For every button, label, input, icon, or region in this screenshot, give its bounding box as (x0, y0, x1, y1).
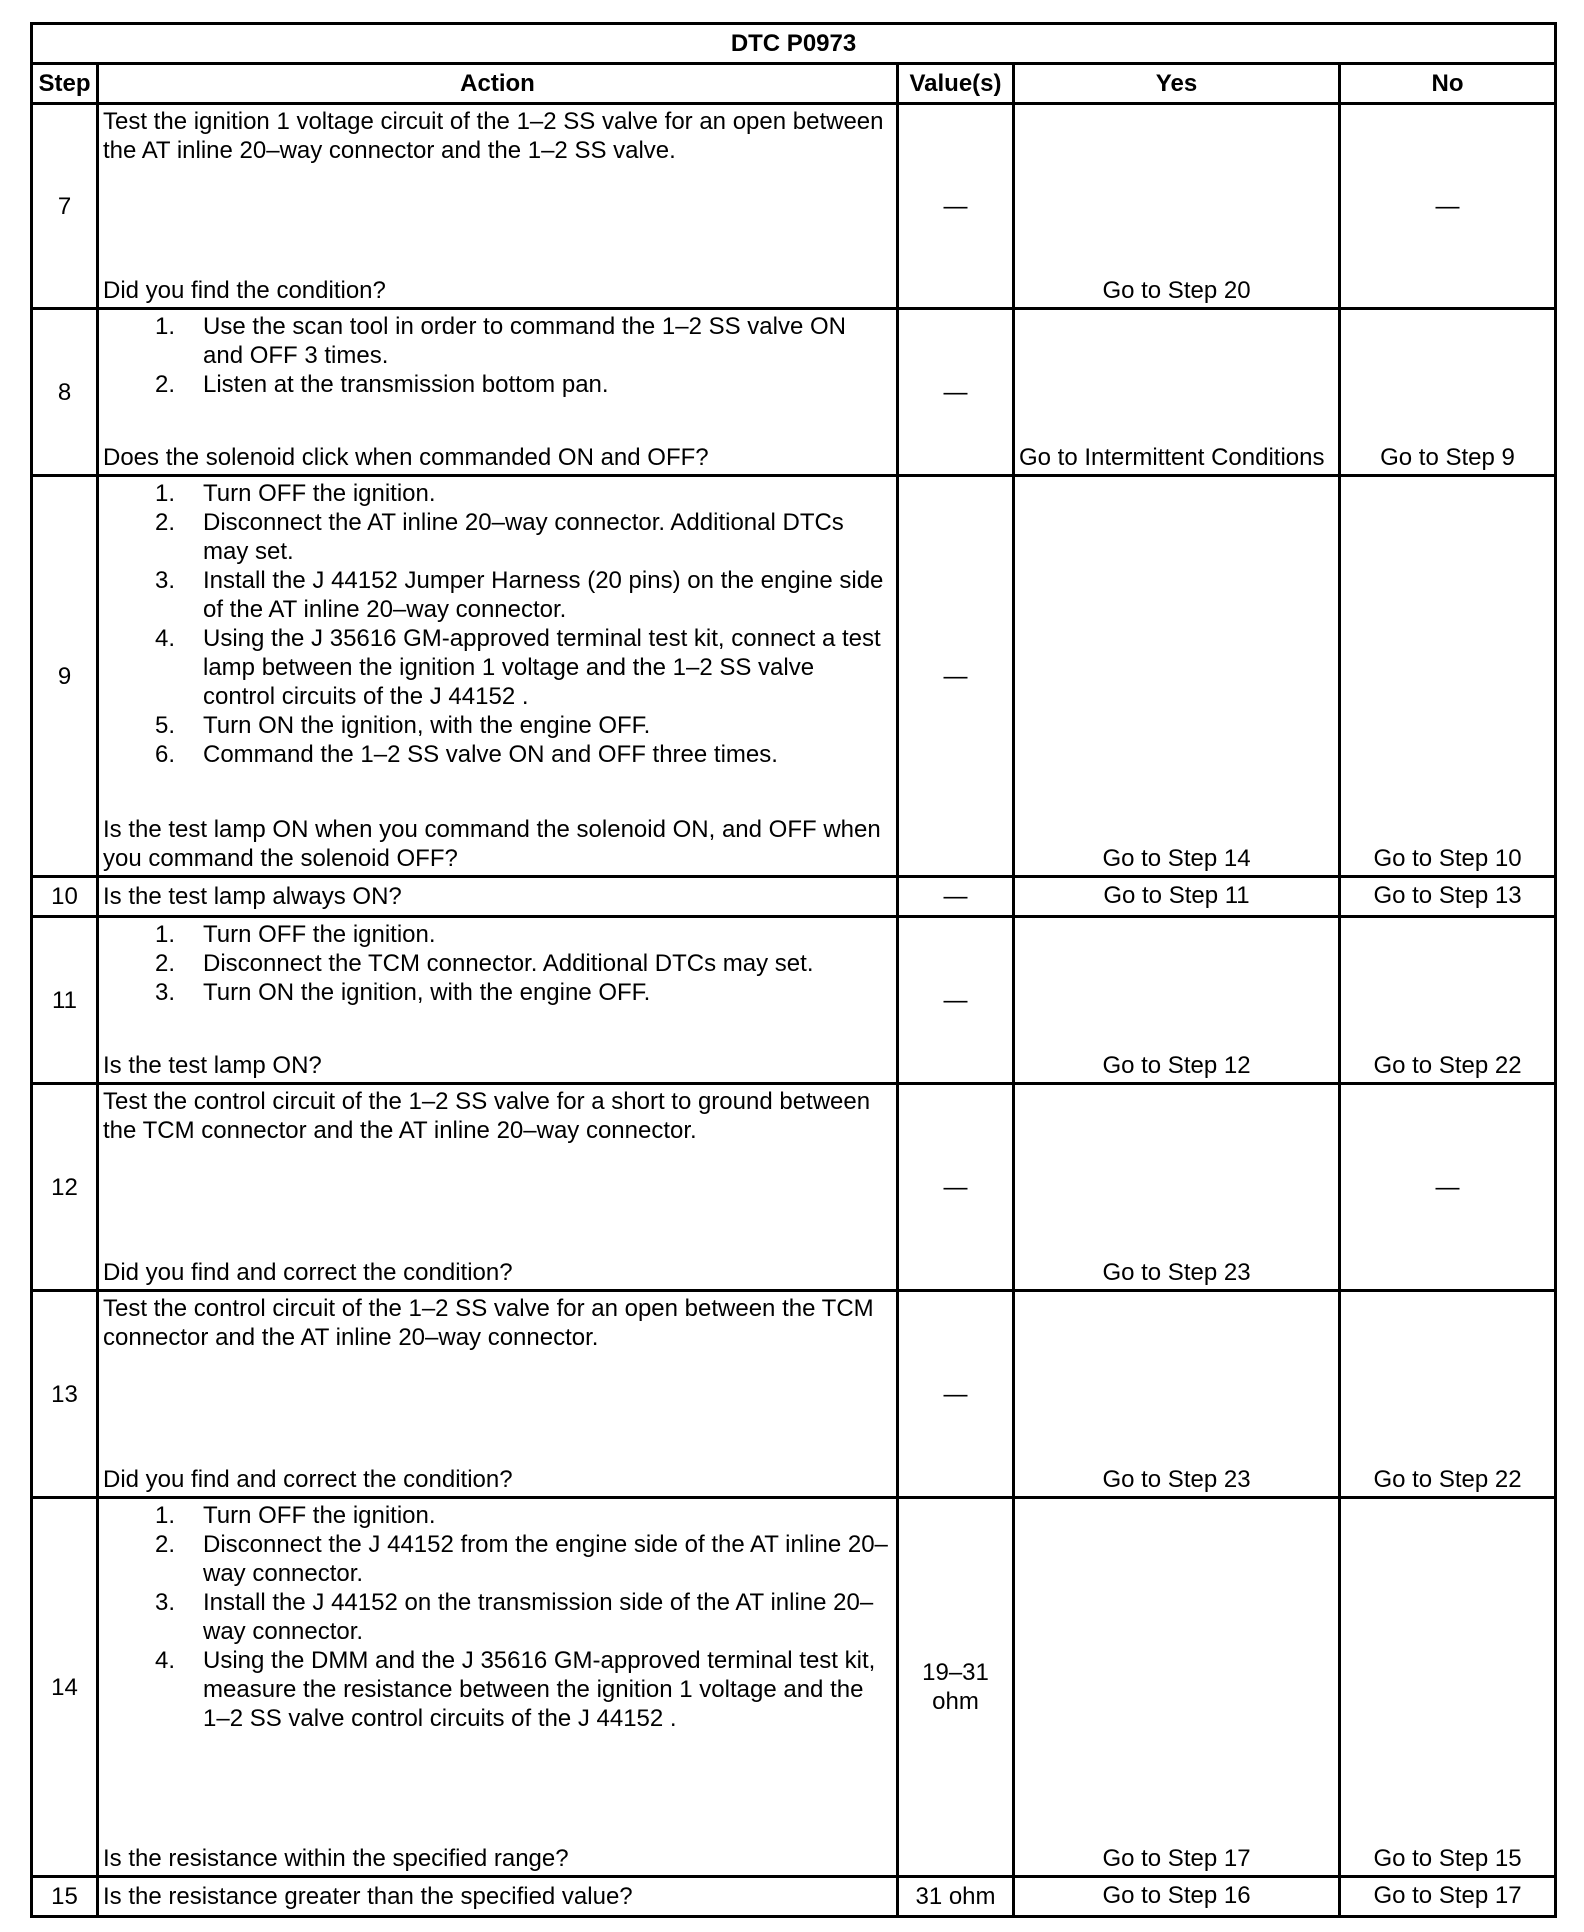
list-item: 1. Use the scan tool in order to command the 1–2 SS valve ON and OFF 3 times. (155, 313, 846, 369)
action-cell (98, 1084, 898, 1291)
list-item: 6. Command the 1–2 SS valve ON and OFF three times. (155, 741, 778, 768)
table-row (32, 1084, 1556, 1291)
value-cell: — (898, 476, 1014, 877)
action-question: Does the solenoid click when commanded ON and OFF? (103, 444, 709, 471)
action-list (103, 920, 890, 1007)
value-cell: — (898, 1084, 1014, 1291)
table-row (32, 917, 1556, 1084)
yes-cell[interactable]: Go to Intermittent Conditions (1014, 309, 1340, 476)
step-number: 12 (32, 1084, 98, 1291)
list-item: 3. Turn ON the ignition, with the engine OFF. (155, 979, 651, 1006)
value-cell: — (898, 104, 1014, 309)
no-cell[interactable]: Go to Step 9 (1340, 309, 1556, 476)
action-question: Is the test lamp always ON? (98, 877, 898, 917)
table-row (32, 1877, 1556, 1917)
diagnostic-table (30, 22, 1557, 1918)
action-text: Test the control circuit of the 1–2 SS valve for a short to ground between the TCM connector and the AT inline 20–way connector. (103, 1088, 871, 1144)
yes-cell[interactable]: Go to Step 17 (1014, 1498, 1340, 1877)
table-row (32, 877, 1556, 917)
list-item: 4. Using the DMM and the J 35616 GM-approved terminal test kit, measure the resistance between the ignition 1 voltage and the 1–2 SS valve control circuits of the J 44152 . (155, 1647, 876, 1732)
action-cell (98, 1498, 898, 1877)
list-item: 5. Turn ON the ignition, with the engine OFF. (155, 712, 651, 739)
list-item: 2. Disconnect the AT inline 20–way connector. Additional DTCs may set. (155, 509, 844, 565)
action-cell (98, 1291, 898, 1498)
value-cell: — (898, 1291, 1014, 1498)
list-item: 3. Install the J 44152 Jumper Harness (20 pins) on the engine side of the AT inline 20–way connector. (155, 567, 884, 623)
list-item: 4. Using the J 35616 GM-approved terminal test kit, connect a test lamp between the ignition 1 voltage and the 1–2 SS valve control circuits of the J 44152 . (155, 625, 881, 710)
list-item: 2. Listen at the transmission bottom pan. (155, 371, 609, 398)
list-item: 2. Disconnect the J 44152 from the engine side of the AT inline 20–way connector. (155, 1531, 888, 1587)
step-number: 9 (32, 476, 98, 877)
action-cell (98, 309, 898, 476)
list-item: 1. Turn OFF the ignition. (155, 480, 436, 507)
action-list (103, 479, 890, 769)
action-question: Is the resistance greater than the specified value? (98, 1877, 898, 1917)
yes-cell[interactable]: Go to Step 23 (1014, 1291, 1340, 1498)
header-step: Step (32, 64, 98, 104)
no-cell[interactable]: Go to Step 17 (1340, 1877, 1556, 1917)
action-cell (98, 476, 898, 877)
yes-cell[interactable]: Go to Step 20 (1014, 104, 1340, 309)
action-question: Is the resistance within the specified range? (103, 1845, 569, 1872)
yes-cell[interactable]: Go to Step 14 (1014, 476, 1340, 877)
value-cell: 31 ohm (898, 1877, 1014, 1917)
action-text: Test the ignition 1 voltage circuit of the 1–2 SS valve for an open between the AT inline 20–way connector and the 1–2 SS valve. (103, 108, 884, 164)
action-cell (98, 917, 898, 1084)
action-question: Did you find and correct the condition? (103, 1259, 513, 1286)
no-cell: — (1340, 1084, 1556, 1291)
table-row (32, 309, 1556, 476)
action-question: Is the test lamp ON when you command the solenoid ON, and OFF when you command the solenoid OFF? (103, 816, 881, 872)
table-row (32, 1498, 1556, 1877)
header-yes: Yes (1014, 64, 1340, 104)
list-item: 2. Disconnect the TCM connector. Additional DTCs may set. (155, 950, 814, 977)
action-text: Test the control circuit of the 1–2 SS valve for an open between the TCM connector and the AT inline 20–way connector. (103, 1295, 874, 1351)
list-item: 1. Turn OFF the ignition. (155, 921, 436, 948)
action-question: Did you find the condition? (103, 277, 386, 304)
table-row (32, 104, 1556, 309)
action-cell (98, 104, 898, 309)
list-item: 3. Install the J 44152 on the transmission side of the AT inline 20–way connector. (155, 1589, 874, 1645)
table-row (32, 476, 1556, 877)
no-cell: — (1340, 104, 1556, 309)
step-number: 7 (32, 104, 98, 309)
step-number: 14 (32, 1498, 98, 1877)
list-item: 1. Turn OFF the ignition. (155, 1502, 436, 1529)
action-question: Did you find and correct the condition? (103, 1466, 513, 1493)
value-cell: — (898, 917, 1014, 1084)
table-row (32, 1291, 1556, 1498)
action-question: Is the test lamp ON? (103, 1052, 322, 1079)
table-title: DTC P0973 (32, 24, 1556, 64)
step-number: 10 (32, 877, 98, 917)
yes-cell[interactable]: Go to Step 11 (1014, 877, 1340, 917)
yes-cell[interactable]: Go to Step 16 (1014, 1877, 1340, 1917)
no-cell[interactable]: Go to Step 13 (1340, 877, 1556, 917)
header-no: No (1340, 64, 1556, 104)
yes-cell[interactable]: Go to Step 23 (1014, 1084, 1340, 1291)
yes-cell[interactable]: Go to Step 12 (1014, 917, 1340, 1084)
step-number: 11 (32, 917, 98, 1084)
value-cell: — (898, 877, 1014, 917)
header-values: Value(s) (898, 64, 1014, 104)
action-list (103, 312, 890, 399)
no-cell[interactable]: Go to Step 22 (1340, 917, 1556, 1084)
no-cell[interactable]: Go to Step 10 (1340, 476, 1556, 877)
header-action: Action (98, 64, 898, 104)
no-cell[interactable]: Go to Step 15 (1340, 1498, 1556, 1877)
action-list (103, 1501, 890, 1733)
value-cell: — (898, 309, 1014, 476)
step-number: 15 (32, 1877, 98, 1917)
value-cell: 19–31 ohm (898, 1498, 1014, 1877)
no-cell[interactable]: Go to Step 22 (1340, 1291, 1556, 1498)
step-number: 13 (32, 1291, 98, 1498)
step-number: 8 (32, 309, 98, 476)
